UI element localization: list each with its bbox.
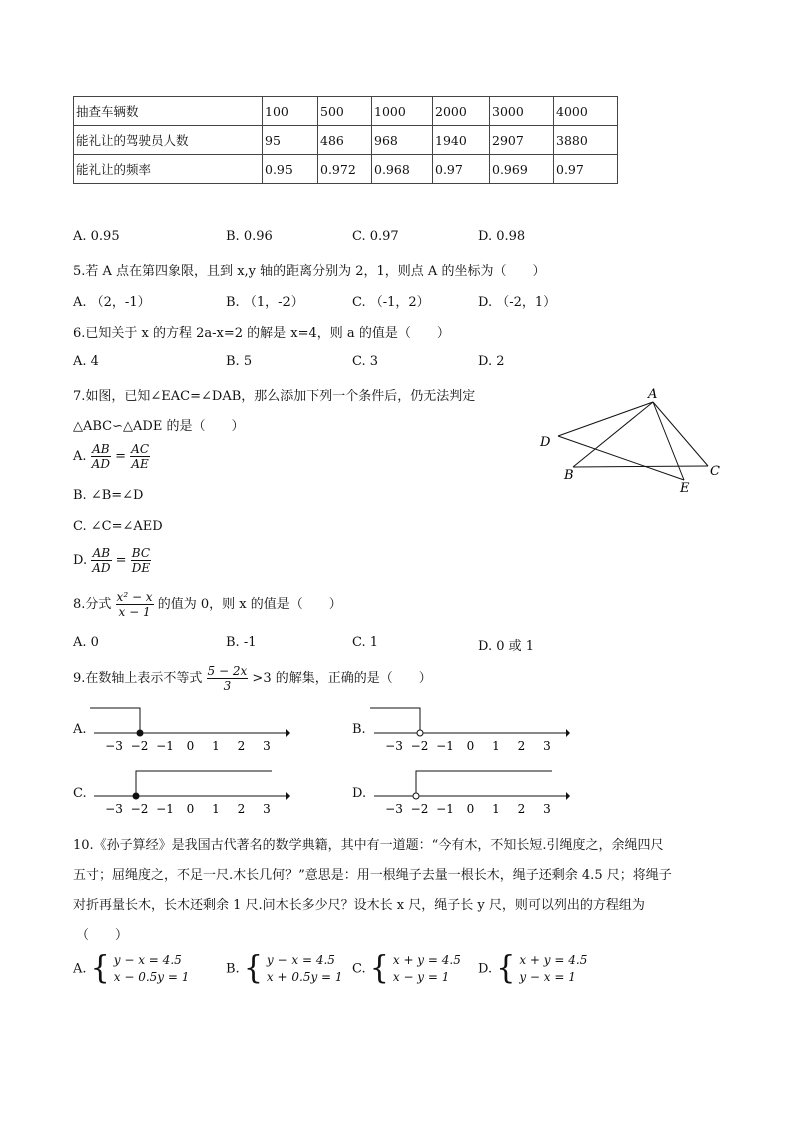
q9-numberline-c	[90, 763, 290, 823]
equation-system	[496, 952, 587, 986]
q6-option-d: D. 2	[478, 354, 505, 369]
tick-label: 3	[543, 739, 551, 753]
tick-label: −3	[385, 802, 403, 816]
q7-triangle-figure	[530, 380, 730, 500]
table-cell: 1000	[372, 97, 433, 126]
q8-option-c: C. 1	[352, 635, 379, 650]
tick-label: −2	[130, 802, 149, 816]
segment-de	[558, 436, 684, 480]
tick-label: −1	[436, 802, 454, 816]
table-cell: 0.97	[433, 155, 490, 184]
tick-label: 1	[212, 739, 220, 753]
left-brace-icon: {	[90, 950, 110, 987]
q10-text-line2: 五寸；屈绳度之，不足一尺.木长几何？”意思是：用一根绳子去量一根长木，绳子还剩余 4.5 尺；将绳子	[73, 868, 672, 883]
equation: x + y = 4.5	[519, 953, 588, 967]
option-label: A.	[73, 961, 87, 977]
q10-text-line3: 对折再量长木，长木还剩余 1 尺.问木长多少尺？设木长 x 尺，绳子长 y 尺，则可以列出的方程组为	[73, 898, 645, 913]
fraction-denominator: AE	[131, 457, 149, 471]
table-cell: 100	[263, 97, 318, 126]
segment-bc	[573, 466, 708, 467]
q4-option-a: A. 0.95	[73, 229, 120, 244]
fraction-denominator: x − 1	[118, 605, 151, 619]
q6-option-c: C. 3	[352, 354, 379, 369]
table-cell: 0.97	[554, 155, 618, 184]
fraction	[91, 442, 111, 471]
equals-sign: =	[115, 449, 127, 464]
survey-table	[73, 96, 618, 184]
fraction-denominator: AD	[91, 457, 110, 471]
tick-label: 2	[237, 739, 246, 753]
q9-option-b-label: B.	[352, 722, 366, 737]
option-label: D.	[73, 553, 88, 568]
q8-stem-post: 的值为 0，则 x 的值是（ ）	[157, 597, 342, 612]
q9-numberline-d	[370, 763, 570, 823]
q7-option-b: B. ∠B=∠D	[73, 488, 144, 503]
tick-label: −1	[156, 739, 174, 753]
segment-ad	[558, 402, 653, 436]
q8-stem-pre: 8.分式	[73, 597, 112, 612]
q6-option-a: A. 4	[73, 354, 99, 369]
table-cell: 0.972	[318, 155, 372, 184]
table-cell: 500	[318, 97, 372, 126]
q4-option-b: B. 0.96	[226, 229, 273, 244]
fraction-numerator: AB	[92, 546, 111, 560]
point-label-b: B	[564, 468, 574, 483]
tick-label: −1	[436, 739, 454, 753]
q9-option-c-label: C.	[73, 786, 87, 801]
fraction-numerator: 5 − 2x	[207, 664, 248, 678]
q4-option-c: C. 0.97	[352, 229, 399, 244]
tick-label: −1	[156, 802, 174, 816]
option-label: A.	[73, 449, 87, 464]
tick-label: 0	[466, 802, 475, 816]
equals-sign: =	[115, 553, 127, 568]
equation: y − x = 1	[519, 970, 576, 984]
q7-option-d	[73, 546, 151, 575]
tick-label: −3	[385, 739, 403, 753]
fraction-numerator: AC	[131, 442, 150, 456]
tick-label: −3	[105, 739, 123, 753]
q10-option-d	[478, 952, 587, 986]
q7-stem-line2: △ABC∽△ADE 的是（ ）	[73, 419, 245, 434]
segment-ac	[653, 402, 708, 466]
table-cell: 4000	[554, 97, 618, 126]
q10-text-line1: 10.《孙子算经》是我国古代著名的数学典籍，其中有一道题：“今有木，不知长短.引绳度之，余绳四尺	[73, 838, 664, 853]
equation: y − x = 4.5	[113, 953, 182, 967]
fraction-numerator: BC	[131, 546, 151, 560]
q5-option-a: A. （2，-1）	[73, 295, 151, 310]
q9-stem-post: >3 的解集，正确的是（ ）	[252, 671, 432, 686]
q10-option-c	[352, 952, 461, 986]
fraction-denominator: DE	[131, 561, 151, 575]
tick-label: 2	[237, 802, 246, 816]
equation: x + 0.5y = 1	[266, 970, 343, 984]
q6-stem: 6.已知关于 x 的方程 2a-x=2 的解是 x=4，则 a 的值是（ ）	[73, 326, 450, 341]
option-label: B.	[226, 961, 240, 977]
fraction-numerator: AB	[92, 442, 110, 456]
point-label-e: E	[680, 481, 690, 496]
fraction	[131, 546, 151, 575]
table-cell: 486	[318, 126, 372, 155]
equation: x + y = 4.5	[392, 953, 461, 967]
q8-option-b: B. -1	[226, 635, 257, 650]
table-cell: 2907	[490, 126, 554, 155]
q9-numberline-b	[370, 700, 570, 760]
tick-label: 0	[186, 802, 195, 816]
table-cell: 968	[372, 126, 433, 155]
equation-system	[91, 952, 190, 986]
point-label-d: D	[540, 435, 551, 450]
equation-system	[244, 952, 343, 986]
fraction	[116, 590, 154, 619]
row-label: 能礼让的驾驶员人数	[74, 126, 263, 155]
tick-label: 2	[517, 739, 526, 753]
table-cell: 3000	[490, 97, 554, 126]
q6-option-b: B. 5	[226, 354, 253, 369]
table-row	[74, 155, 618, 184]
left-brace-icon: {	[496, 950, 516, 987]
q10-option-a	[73, 952, 189, 986]
table-cell: 1940	[433, 126, 490, 155]
q8-option-d: D. 0 或 1	[478, 639, 535, 654]
q7-stem-line1: 7.如图，已知∠EAC=∠DAB，那么添加下列一个条件后，仍无法判定	[73, 389, 476, 404]
option-label: C.	[352, 961, 366, 977]
table-row	[74, 126, 618, 155]
tick-label: 2	[517, 802, 526, 816]
point-label-a: A	[648, 387, 658, 402]
q8-stem	[73, 590, 342, 619]
tick-label: −3	[105, 802, 123, 816]
q5-stem: 5.若 A 点在第四象限，且到 x,y 轴的距离分别为 2，1，则点 A 的坐标为（ ）	[73, 264, 546, 279]
segment-ab	[573, 402, 653, 467]
q7-option-c: C. ∠C=∠AED	[73, 519, 163, 534]
left-brace-icon: {	[369, 950, 389, 987]
tick-label: −2	[130, 739, 149, 753]
tick-label: 0	[466, 739, 475, 753]
option-label: D.	[478, 961, 493, 977]
q5-option-c: C. （-1，2）	[352, 295, 430, 310]
q9-numberline-a	[90, 700, 290, 760]
tick-label: 3	[263, 739, 271, 753]
fraction	[91, 546, 111, 575]
fraction-denominator: 3	[223, 679, 232, 693]
point-label-c: C	[710, 464, 720, 479]
fraction	[130, 442, 150, 471]
equation-system	[370, 952, 461, 986]
q9-stem	[73, 664, 432, 693]
equation: x − 0.5y = 1	[113, 970, 190, 984]
table-cell: 0.968	[372, 155, 433, 184]
table-row	[74, 97, 618, 126]
tick-label: 3	[263, 802, 271, 816]
fraction	[207, 664, 249, 693]
fraction-numerator: x² − x	[116, 590, 153, 604]
row-label: 能礼让的频率	[74, 155, 263, 184]
q10-text-line4: （ ）	[76, 928, 129, 943]
table-cell: 0.95	[263, 155, 318, 184]
tick-label: −2	[410, 802, 429, 816]
q5-option-b: B. （1，-2）	[226, 295, 304, 310]
q8-option-a: A. 0	[73, 635, 99, 650]
tick-label: 1	[492, 802, 500, 816]
table-cell: 3880	[554, 126, 618, 155]
q9-stem-pre: 9.在数轴上表示不等式	[73, 671, 203, 686]
tick-label: 3	[543, 802, 551, 816]
tick-label: 1	[212, 802, 220, 816]
q5-option-d: D. （-2，1）	[478, 295, 557, 310]
fraction-denominator: AD	[92, 561, 111, 575]
q7-option-a	[73, 442, 150, 471]
left-brace-icon: {	[243, 950, 263, 987]
row-label: 抽查车辆数	[74, 97, 263, 126]
tick-label: −2	[410, 739, 429, 753]
equation: x − y = 1	[392, 970, 450, 984]
q4-option-d: D. 0.98	[478, 229, 526, 244]
q10-option-b	[226, 952, 343, 986]
tick-label: 0	[186, 739, 195, 753]
q9-option-d-label: D.	[352, 786, 367, 801]
q9-option-a-label: A.	[73, 722, 87, 737]
table-cell: 2000	[433, 97, 490, 126]
equation: y − x = 4.5	[266, 953, 335, 967]
table-cell: 95	[263, 126, 318, 155]
tick-label: 1	[492, 739, 500, 753]
segment-ae	[653, 402, 684, 480]
table-cell: 0.969	[490, 155, 554, 184]
